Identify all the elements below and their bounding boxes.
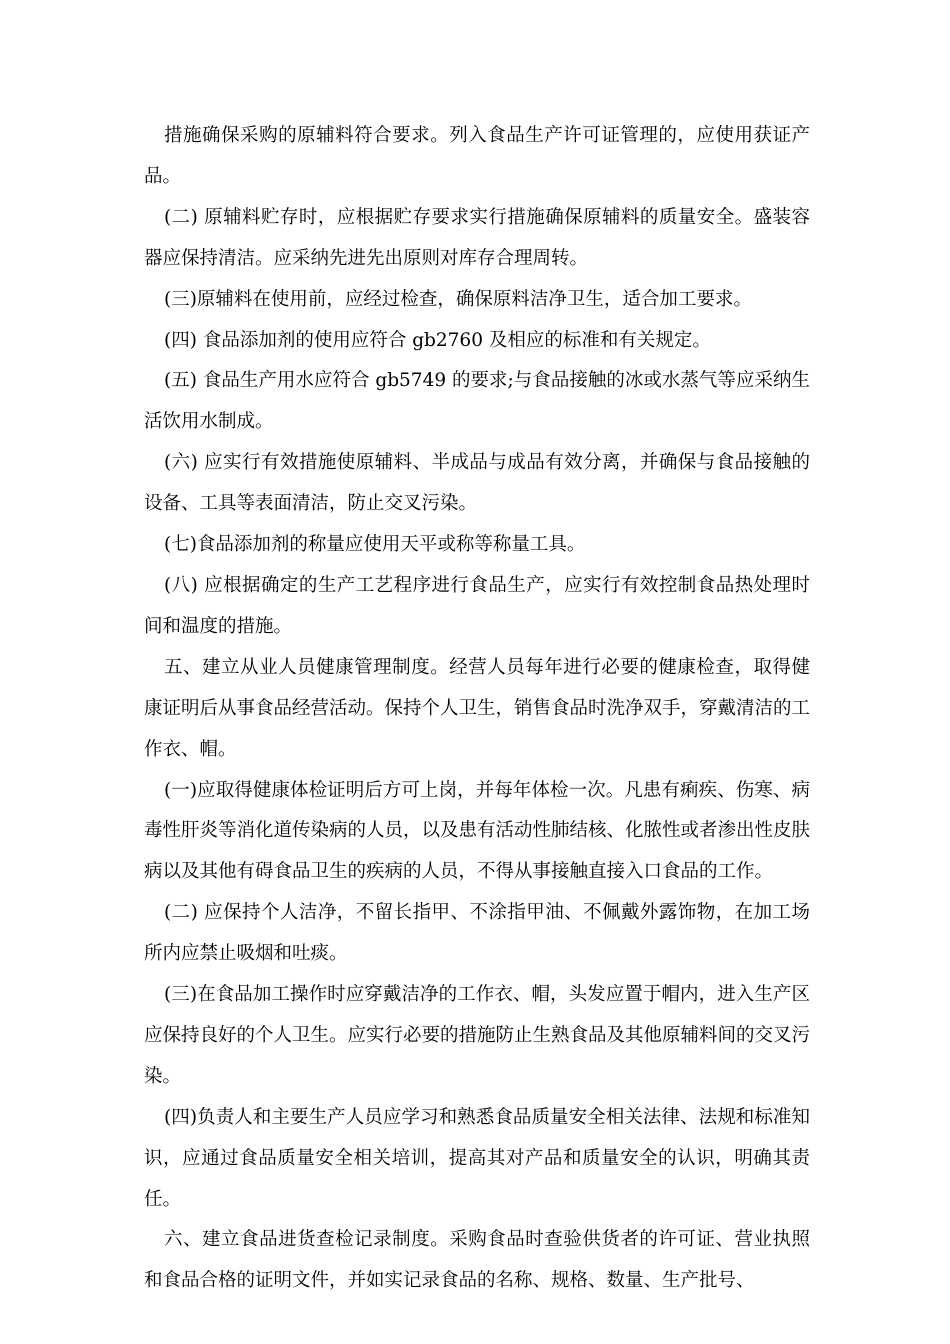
paragraph: (四) 食品添加剂的使用应符合 gb2760 及相应的标准和有关规定。 (164, 329, 711, 351)
paragraph: (六) 应实行有效措施使原辅料、半成品与成品有效分离，并确保与食品接触的设备、工具等表面清洁，防止交叉污染。 (144, 452, 810, 515)
paragraph: (五) 食品生产用水应符合 gb5749 的要求;与食品接触的冰或水蒸气等应采纳生活饮用水制成。 (144, 370, 810, 433)
paragraph: (三)在食品加工操作时应穿戴洁净的工作衣、帽，头发应置于帽内，进入生产区应保持良好的个人卫生。应实行必要的措施防止生熟食品及其他原辅料间的交叉污染。 (144, 984, 811, 1087)
paragraph: (八) 应根据确定的生产工艺程序进行食品生产，应实行有效控制食品热处理时间和温度的措施。 (144, 574, 810, 637)
paragraph: 六、建立食品进货查检记录制度。采购食品时查验供货者的许可证、营业执照和食品合格的证明文件，并如实记录食品的名称、规格、数量、生产批号、 (144, 1229, 810, 1292)
paragraph: (三)原辅料在使用前，应经过检查，确保原料洁净卫生，适合加工要求。 (164, 288, 752, 310)
paragraph: (二) 应保持个人洁净，不留长指甲、不涂指甲油、不佩戴外露饰物，在加工场所内应禁止吸烟和吐痰。 (144, 902, 810, 965)
document-body (144, 116, 810, 1302)
paragraph: 五、建立从业人员健康管理制度。经营人员每年进行必要的健康检查，取得健康证明后从事食品经营活动。保持个人卫生，销售食品时洗净双手，穿戴清洁的工作衣、帽。 (144, 656, 811, 760)
paragraph: (二) 原辅料贮存时，应根据贮存要求实行措施确保原辅料的质量安全。盛装容器应保持清洁。应采纳先进先出原则对库存合理周转。 (144, 206, 810, 269)
paragraph: (七)食品添加剂的称量应使用天平或称等称量工具。 (164, 534, 586, 556)
paragraph: 措施确保采购的原辅料符合要求。列入食品生产许可证管理的，应使用获证产品。 (144, 125, 810, 187)
paragraph: (一)应取得健康体检证明后方可上岗，并每年体检一次。凡患有痢疾、伤寒、病毒性肝炎等消化道传染病的人员，以及患有活动性肺结核、化脓性或者渗出性皮肤病以及其他有碍食品卫生的疾病的人员，不得从事接触直接入口食品的工作。 (144, 779, 811, 883)
paragraph: (四)负责人和主要生产人员应学习和熟悉食品质量安全相关法律、法规和标准知识，应通过食品质量安全相关培训，提高其对产品和质量安全的认识，明确其责任。 (144, 1106, 810, 1210)
